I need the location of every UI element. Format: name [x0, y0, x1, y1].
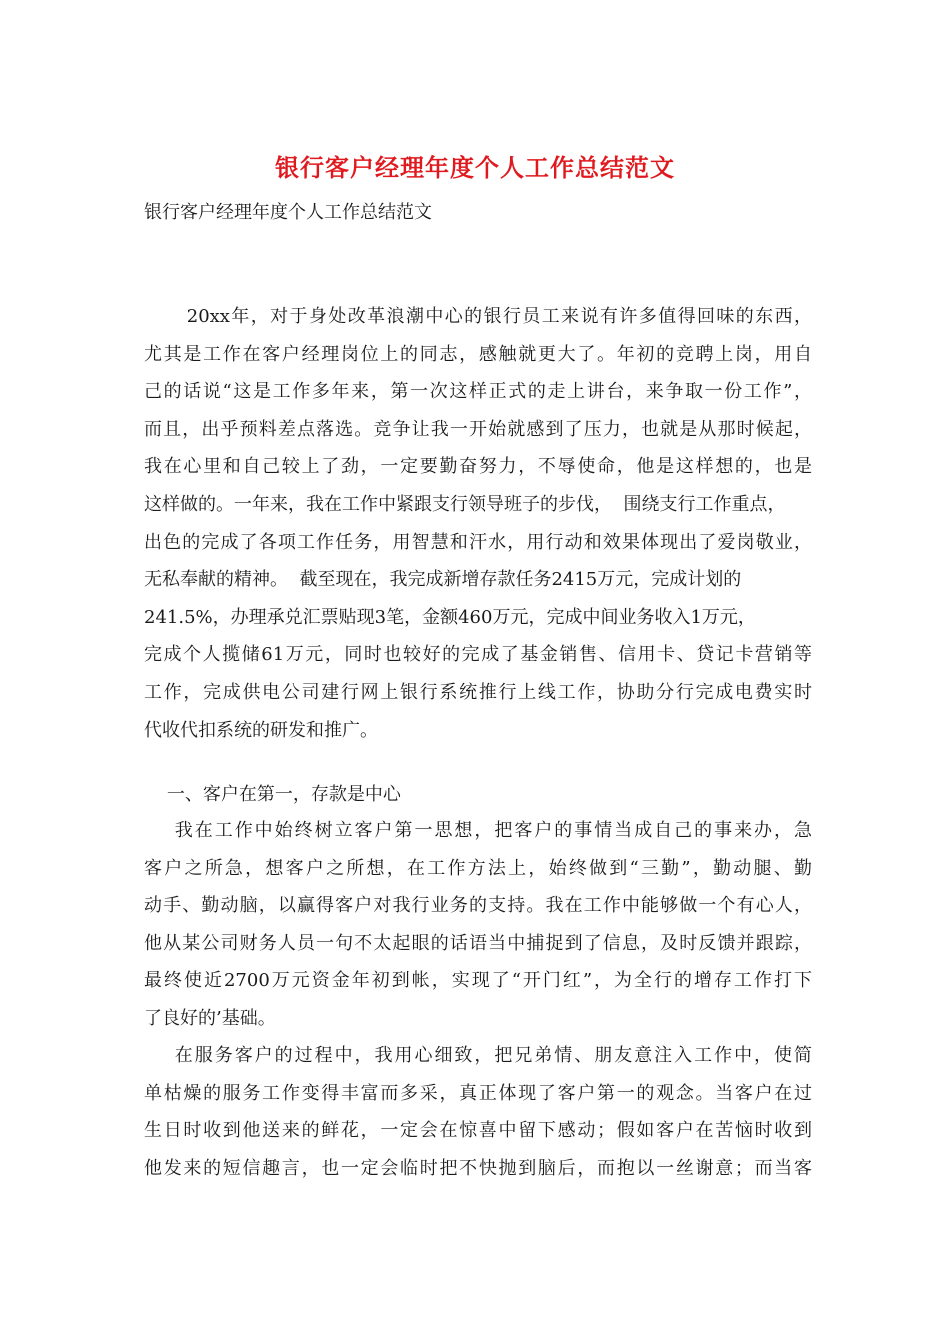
paragraph-line: 生日时收到他送来的鲜花，一定会在惊喜中留下感动；假如客户在苦恼时收到 [144, 1120, 812, 1142]
paragraph-line: 他从某公司财务人员一句不太起眼的话语当中捕捉到了信息，及时反馈并跟踪， [144, 932, 812, 954]
intro-line: 工作，完成供电公司建行网上银行系统推行上线工作，协助分行完成电费实时 [144, 681, 812, 703]
paragraph-line: 客户之所急，想客户之所想，在工作方法上，始终做到“三勤”，勤动腿、勤 [144, 857, 812, 879]
intro-line: 代收代扣系统的研发和推广。 [144, 719, 378, 741]
intro-line: 这样做的。一年来，我在工作中紧跟支行领导班子的步伐， 围绕支行工作重点， [144, 493, 786, 515]
intro-line: 完成个人揽储61万元，同时也较好的完成了基金销售、信用卡、贷记卡营销等 [144, 644, 812, 666]
paragraph-line: 最终使近2700万元资金年初到帐，实现了“开门红”，为全行的增存工作打下 [144, 970, 812, 992]
paragraph-line: 单枯燥的服务工作变得丰富而多采，真正体现了客户第一的观念。当客户在过 [144, 1082, 812, 1104]
intro-line: 尤其是工作在客户经理岗位上的同志，感触就更大了。年初的竞聘上岗，用自 [144, 343, 812, 365]
section1-paragraph-1 [144, 812, 812, 1038]
intro-paragraph [144, 298, 812, 749]
paragraph-line: 在服务客户的过程中，我用心细致，把兄弟情、朋友意注入工作中，使简 [144, 1045, 812, 1066]
paragraph-line: 他发来的短信趣言，也一定会临时把不快抛到脑后，而抱以一丝谢意；而当客 [144, 1157, 812, 1179]
document-title: 银行客户经理年度个人工作总结范文 [275, 153, 675, 182]
paragraph-line: 我在工作中始终树立客户第一思想，把客户的事情当成自己的事来办，急 [144, 820, 812, 841]
intro-line: 无私奉献的精神。 截至现在，我完成新增存款任务2415万元，完成计划的 [144, 569, 742, 591]
paragraph-line: 动手、勤动脑，以赢得客户对我行业务的支持。我在工作中能够做一个有心人， [144, 895, 812, 917]
intro-line: 20xx年，对于身处改革浪潮中心的银行员工来说有许多值得回味的东西， [144, 306, 812, 327]
section-heading [144, 776, 812, 814]
section1-paragraph-2 [144, 1037, 812, 1187]
intro-line: 我在心里和自己较上了劲，一定要勤奋努力，不辱使命，他是这样想的，也是 [144, 456, 812, 478]
paragraph-line: 了良好的’基础。 [144, 1007, 276, 1029]
intro-line: 而且，出乎预料差点落选。竞争让我一开始就感到了压力，也就是从那时候起， [144, 418, 812, 440]
intro-line: 出色的完成了各项工作任务，用智慧和汗水，用行动和效果体现出了爱岗敬业， [144, 531, 812, 553]
section-heading-text: 一、客户在第一，存款是中心 [144, 784, 401, 805]
document-subtitle: 银行客户经理年度个人工作总结范文 [144, 202, 432, 223]
intro-line: 己的话说“这是工作多年来，第一次这样正式的走上讲台，来争取一份工作”， [144, 381, 812, 403]
intro-line: 241.5%，办理承兑汇票贴现3笔，金额460万元，完成中间业务收入1万元， [144, 606, 756, 628]
